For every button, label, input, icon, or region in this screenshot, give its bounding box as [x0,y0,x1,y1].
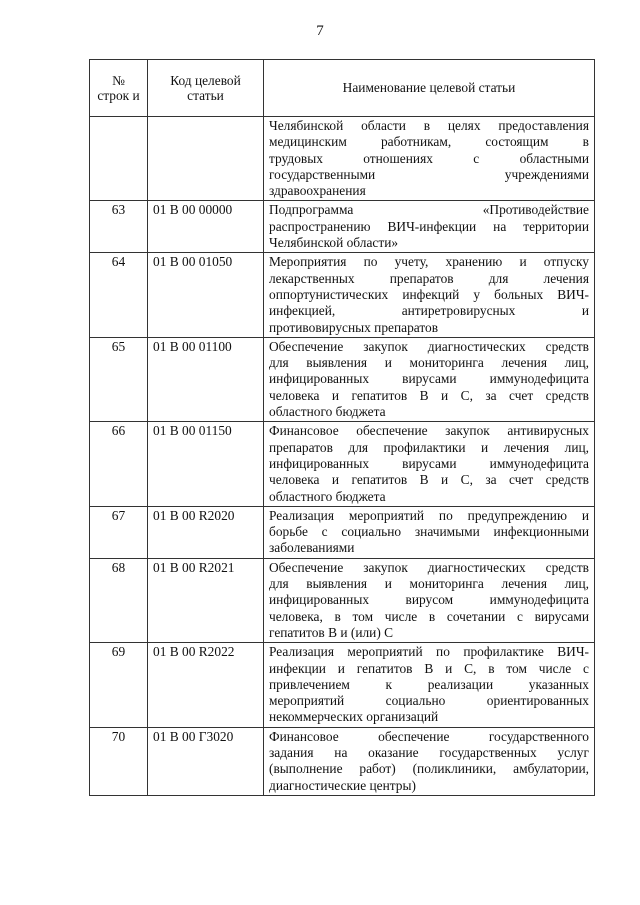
target-name-cell [264,337,595,421]
row-number-cell: 67 [90,506,148,558]
name-line: Финансовое обеспечение закупок антивирусных [269,423,589,439]
name-line: человека и гепатитов В и С, за счет средств [269,387,589,403]
target-code-cell: 01 В 00 R2020 [148,506,264,558]
header-row-number-label: № строк и [97,72,140,103]
name-line: Челябинской области» [269,235,399,251]
table-row [90,253,595,337]
table-row [90,422,595,506]
row-number-cell: 68 [90,558,148,642]
name-line: некоммерческих организаций [269,709,439,725]
row-number-cell: 65 [90,337,148,421]
target-name-cell [264,201,595,253]
header-code-label: Код целевой статьи [170,72,241,103]
name-line: Мероприятия по учету, хранению и отпуску [269,254,589,270]
table-header-row [90,60,595,117]
table-row [90,201,595,253]
name-line: задания на оказание государственных услуг [269,744,589,760]
name-line: препаратов для профилактики и лечения лиц, [269,439,589,455]
name-line: трудовых отношениях с областными [269,150,589,166]
target-code-cell: 01 В 00 01150 [148,422,264,506]
header-name-label: Наименование целевой статьи [342,80,516,96]
target-name-cell [264,253,595,337]
name-line: оппортунистических инфекций у больных ВИЧ- [269,286,589,302]
name-line: (выполнение работ) (поликлиники, амбулатории, [269,761,589,777]
target-name-cell [264,558,595,642]
name-line: противовирусных препаратов [269,319,439,335]
table-row [90,643,595,727]
target-code-cell: 01 В 00 Г3020 [148,727,264,795]
name-line: Реализация мероприятий по профилактике ВИЧ- [269,644,589,660]
name-line: мероприятий социально ориентированных [269,693,589,709]
target-name-cell [264,506,595,558]
target-name-cell [264,422,595,506]
row-number-cell: 66 [90,422,148,506]
target-code-cell: 01 В 00 R2022 [148,643,264,727]
name-line: медицинским работникам, состоящим в [269,134,589,150]
row-number-cell: 70 [90,727,148,795]
name-line: диагностические центры) [269,777,416,793]
header-code [148,60,264,117]
table-row [90,506,595,558]
name-line: человека и гепатитов В и С, за счет средств [269,472,589,488]
name-line: привлечением к реализации указанных [269,676,589,692]
name-line: инфекцией, антиретровирусных и [269,303,589,319]
table-row [90,558,595,642]
continuation-name-cell [264,117,595,201]
table-row [90,727,595,795]
name-line: гепатитов В и (или) С [269,624,394,640]
name-line: для выявления и мониторинга лечения лиц, [269,576,589,592]
name-line: здравоохранения [269,183,366,199]
header-row-number [90,60,148,117]
target-articles-table [89,59,595,796]
continuation-num-cell [90,117,148,201]
row-number-cell: 63 [90,201,148,253]
name-line: инфекции и гепатитов В и С, в том числе с [269,660,589,676]
name-line: человека, в том числе в сочетании с вирусами [269,608,589,624]
name-line: Обеспечение закупок диагностических средств [269,338,589,354]
target-code-cell: 01 В 00 01100 [148,337,264,421]
name-line: Челябинской области в целях предоставления [269,118,589,133]
table-row [90,337,595,421]
name-line: инфицированных вирусами иммунодефицита [269,371,589,387]
name-line: инфицированных вирусом иммунодефицита [269,592,589,608]
continuation-code-cell [148,117,264,201]
row-number-cell: 64 [90,253,148,337]
name-line: Финансовое обеспечение государственного [269,728,589,744]
continuation-row [90,117,595,201]
target-code-cell: 01 В 00 00000 [148,201,264,253]
target-name-cell [264,643,595,727]
target-code-cell: 01 В 00 R2021 [148,558,264,642]
name-line: лекарственных препаратов для лечения [269,270,589,286]
page-number: 7 [316,23,324,39]
target-code-cell: 01 В 00 01050 [148,253,264,337]
table-body [90,117,595,796]
row-number-cell: 69 [90,643,148,727]
name-line: областного бюджета [269,404,386,420]
name-line: заболеваниями [269,540,355,556]
name-line: государственными учреждениями [269,166,589,182]
name-line: распространению ВИЧ-инфекции на территории [269,218,589,234]
target-name-cell [264,727,595,795]
name-line: для выявления и мониторинга лечения лиц, [269,355,589,371]
name-line: борьбе с социально значимыми инфекционными [269,524,589,540]
name-line: инфицированных вирусами иммунодефицита [269,455,589,471]
name-line: областного бюджета [269,488,386,504]
name-line: Подпрограмма «Противодействие [269,202,589,218]
name-line: Реализация мероприятий по предупреждению и [269,507,589,523]
name-line: Обеспечение закупок диагностических средств [269,559,589,575]
header-name [264,60,595,117]
